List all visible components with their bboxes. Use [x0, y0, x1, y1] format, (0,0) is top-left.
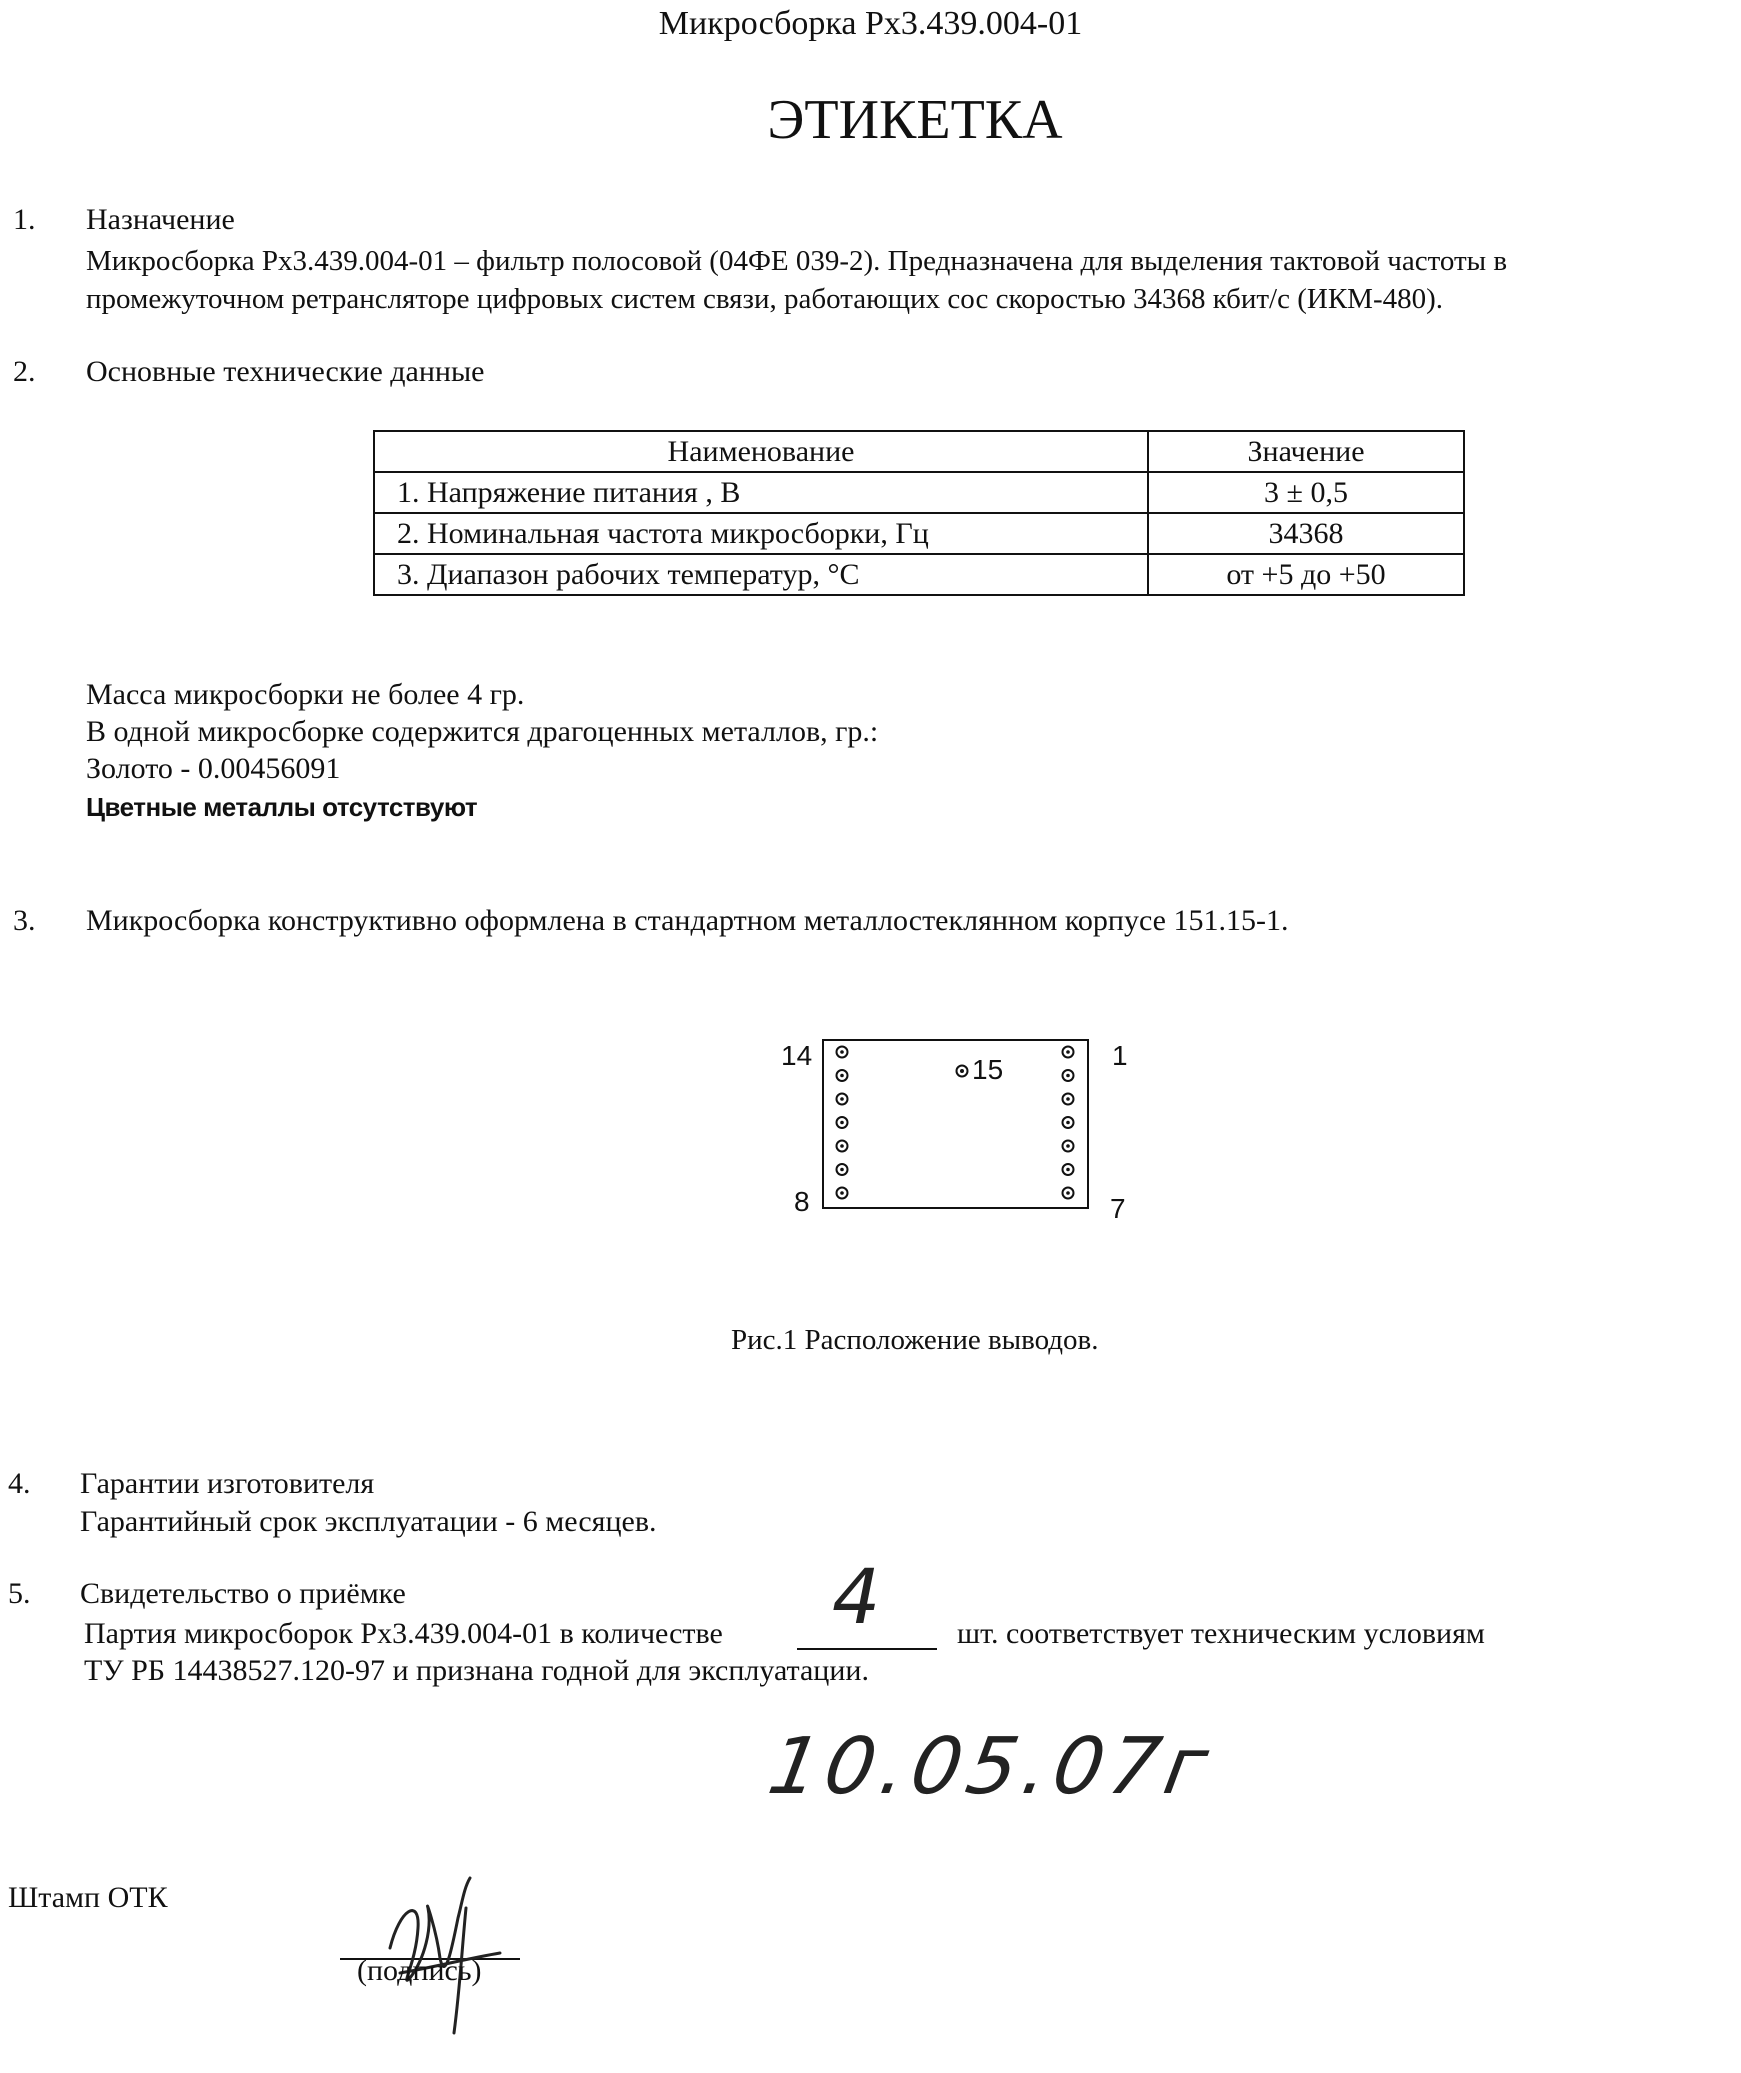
pin-label-7: 7 [1110, 1193, 1126, 1224]
warranty-text: Гарантийный срок эксплуатации - 6 месяцев. [80, 1505, 657, 1538]
quantity-underline [797, 1648, 937, 1650]
pin-layout-figure [780, 1030, 1140, 1230]
specs-table [373, 430, 1465, 596]
section-5-number: 5. [8, 1577, 31, 1610]
pin-right-4-center [1066, 1121, 1070, 1125]
acceptance-line-2: ТУ РБ 14438527.120-97 и признана годной для эксплуатации. [84, 1654, 869, 1687]
section-3-number: 3. [13, 904, 36, 937]
pin-label-15: 15 [972, 1054, 1004, 1085]
section-1-number: 1. [13, 203, 36, 236]
pin-right-2-center [1066, 1074, 1070, 1078]
pin-left-3-center [840, 1097, 844, 1101]
signature-caption: (подпись) [357, 1954, 482, 1987]
row-name: 1. Напряжение питания , В [374, 472, 1148, 513]
section-2-heading: Основные технические данные [86, 355, 485, 388]
pin-label-8: 8 [794, 1186, 810, 1217]
section-1-heading: Назначение [86, 203, 235, 236]
pin-left-2-center [840, 1074, 844, 1078]
pin-left-7-center [840, 1191, 844, 1195]
section-2-number: 2. [13, 355, 36, 388]
row-name: 3. Диапазон рабочих температур, °С [374, 554, 1148, 595]
pin-left-6-center [840, 1168, 844, 1172]
pin-left-4-center [840, 1121, 844, 1125]
package-outline [780, 1030, 1140, 1230]
row-name: 2. Номинальная частота микросборки, Гц [374, 513, 1148, 554]
pin-right-1-center [1066, 1050, 1070, 1054]
mass-text: Масса микросборки не более 4 гр. [86, 678, 525, 711]
row-value: 3 ± 0,5 [1148, 472, 1464, 513]
table-header-row [374, 431, 1464, 472]
pin-right-7-center [1066, 1191, 1070, 1195]
row-value: от +5 до +50 [1148, 554, 1464, 595]
acceptance-line-1-start: Партия микросборок Рх3.439.004-01 в количестве [84, 1617, 723, 1650]
row-value: 34368 [1148, 513, 1464, 554]
pin-right-6-center [1066, 1168, 1070, 1172]
pin-right-5-center [1066, 1144, 1070, 1148]
table-row [374, 554, 1464, 595]
section-1-line-1: Микросборка Рх3.439.004-01 – фильтр полосовой (04ФЕ 039-2). Предназначена для выделения тактовой частоты в [86, 245, 1508, 277]
precious-metals-text: В одной микросборке содержится драгоценных металлов, гр.: [86, 715, 879, 748]
column-header-name: Наименование [374, 431, 1148, 472]
pin-label-14: 14 [781, 1040, 813, 1071]
acceptance-line-1-end: шт. соответствует техническим условиям [957, 1617, 1485, 1650]
acceptance-date: 10.05.07г [762, 1722, 1221, 1812]
section-1-line-2: промежуточном ретрансляторе цифровых систем связи, работающих сос скоростью 34368 кбит/с (ИКМ-480). [86, 283, 1444, 315]
section-5-heading: Свидетельство о приёмке [80, 1577, 406, 1610]
figure-caption: Рис.1 Расположение выводов. [731, 1324, 1099, 1356]
section-4-number: 4. [8, 1467, 31, 1500]
pin-right-3-center [1066, 1097, 1070, 1101]
section-4-heading: Гарантии изготовителя [80, 1467, 375, 1500]
label-heading: ЭТИКЕТКА [767, 89, 1063, 151]
otk-stamp-label: Штамп ОТК [8, 1881, 168, 1914]
pin-label-1: 1 [1112, 1040, 1128, 1071]
nonferrous-text: Цветные металлы отсутствуют [86, 792, 478, 822]
gold-text: Золото - 0.00456091 [86, 752, 341, 785]
table-row [374, 513, 1464, 554]
left-pin-column [837, 1047, 848, 1199]
section-3-text: Микросборка конструктивно оформлена в стандартном металлостеклянном корпусе 151.15-1. [86, 904, 1289, 937]
pin-left-5-center [840, 1144, 844, 1148]
column-header-value: Значение [1148, 431, 1464, 472]
table-row [374, 472, 1464, 513]
quantity-handwritten: 4 [832, 1552, 881, 1641]
pin-left-1-center [840, 1050, 844, 1054]
right-pin-column [1063, 1047, 1074, 1199]
document-title: Микросборка Рх3.439.004-01 [658, 5, 1083, 42]
